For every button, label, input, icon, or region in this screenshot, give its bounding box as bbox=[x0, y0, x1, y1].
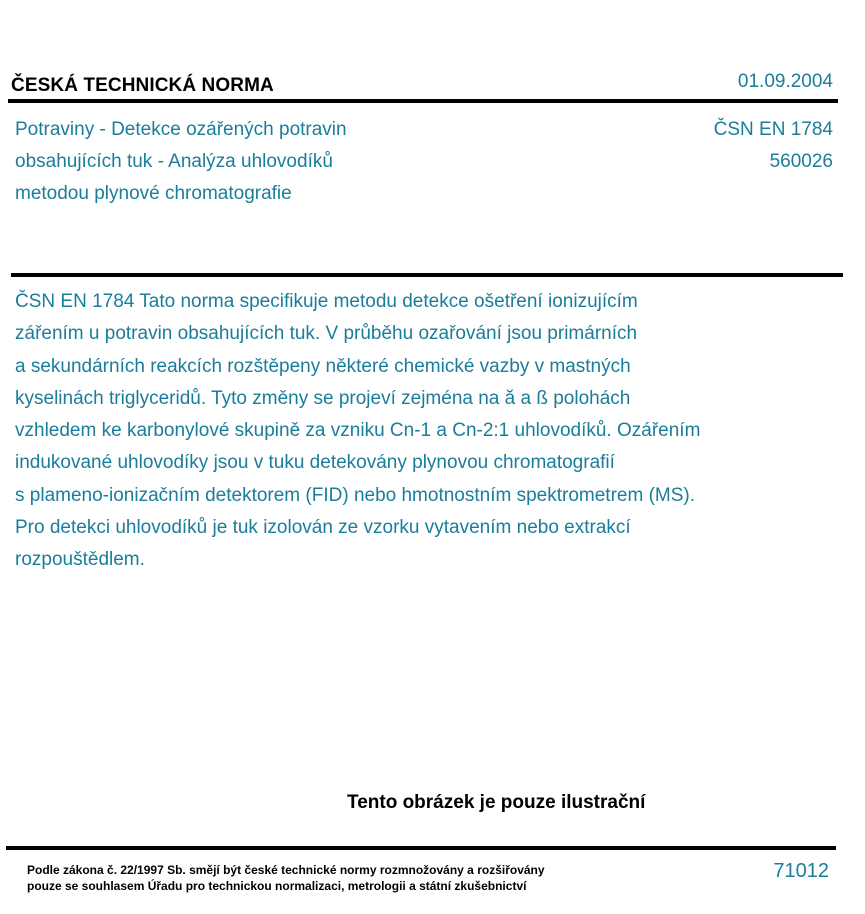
abstract-line: s plameno-ionizačním detektorem (FID) nebo hmotnostním spektrometrem (MS). bbox=[15, 484, 696, 506]
document-title-line: metodou plynové chromatografie bbox=[15, 183, 292, 204]
abstract-line: indukované uhlovodíky jsou v tuku detekovány plynovou chromatografií bbox=[15, 452, 615, 474]
title-divider bbox=[11, 273, 843, 277]
document-title bbox=[15, 114, 535, 210]
abstract-line: Pro detekci uhlovodíků je tuk izolován ze vzorku vytavením nebo extrakcí bbox=[15, 517, 631, 539]
page-code: 71012 bbox=[773, 860, 829, 882]
legal-notice bbox=[27, 862, 545, 894]
abstract-line: vzhledem ke karbonylové skupině za vzniku Cn-1 a Cn-2:1 uhlovodíků. Ozářením bbox=[15, 420, 701, 442]
illustrative-notice: Tento obrázek je pouze ilustrační bbox=[347, 792, 646, 813]
abstract-paragraph bbox=[15, 286, 815, 577]
standard-header-title: ČESKÁ TECHNICKÁ NORMA bbox=[11, 75, 274, 96]
footer-divider bbox=[6, 846, 836, 850]
abstract-line: ČSN EN 1784 Tato norma specifikuje metodu detekce ošetření ionizujícím bbox=[15, 291, 638, 312]
abstract-line: zářením u potravin obsahujících tuk. V průběhu ozařování jsou primárních bbox=[15, 323, 638, 345]
document-title-line: Potraviny - Detekce ozářených potravin bbox=[15, 119, 347, 140]
document-title-line: obsahujících tuk - Analýza uhlovodíků bbox=[15, 151, 333, 172]
legal-notice-line: pouze se souhlasem Úřadu pro technickou normalizaci, metrologii a státní zkušebnictví bbox=[27, 879, 527, 893]
publication-date: 01.09.2004 bbox=[737, 71, 833, 92]
standard-number: ČSN EN 1784 bbox=[713, 119, 833, 140]
abstract-line: rozpouštědlem. bbox=[15, 549, 145, 571]
header-divider bbox=[8, 99, 838, 103]
legal-notice-line: Podle zákona č. 22/1997 Sb. smějí být české technické normy rozmnožovány a rozšiřovány bbox=[27, 863, 545, 877]
standard-identifiers bbox=[714, 114, 833, 178]
abstract-line: kyselinách triglyceridů. Tyto změny se projeví zejména na ă a ß polohách bbox=[15, 387, 631, 409]
classification-code: 560026 bbox=[769, 151, 833, 172]
abstract-line: a sekundárních reakcích rozštěpeny některé chemické vazby v mastných bbox=[15, 355, 631, 377]
